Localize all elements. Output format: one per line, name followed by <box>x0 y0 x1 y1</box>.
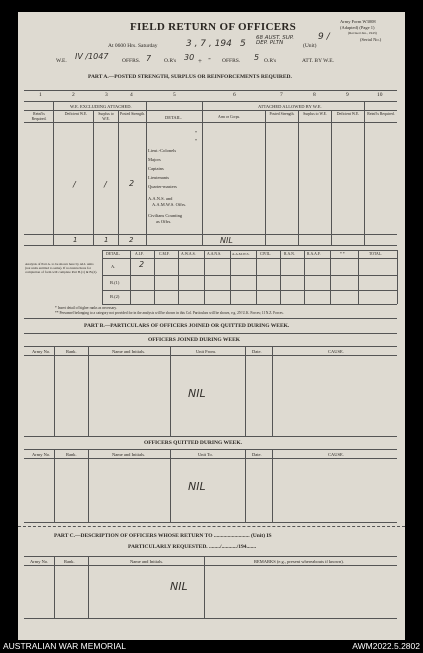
attached-allowed-label: ATTACHED ALLOWED BY W.E. <box>258 104 322 109</box>
hw-nil-joined: NIL <box>188 387 206 400</box>
hw-col4-lieut: 2 <box>129 179 135 188</box>
analysis-row-b1: B.(1) <box>110 280 120 285</box>
hw-analysis-aif: 2 <box>139 260 145 269</box>
offrs-label-1: OFFRS. <box>122 58 141 64</box>
we-prefix: W.E. <box>56 58 67 64</box>
sub-header-reinf-2: Reinf'ts Required. <box>367 112 395 116</box>
quitted-col-unit-to: Unit To. <box>198 452 213 457</box>
c-col-remarks: REMARKS (e.g., present whereabouts if known). <box>254 559 344 564</box>
sub-header-surplus-2: Surplus to W.E. <box>303 112 327 116</box>
col-number-7: 7 <box>280 92 283 98</box>
detail-aans: A.A.N.S. and <box>148 196 173 201</box>
unit-label: (Unit) <box>303 43 317 49</box>
hw-nil-part-c: NIL <box>170 580 188 593</box>
ors-label-1: O.R's <box>164 58 177 64</box>
joined-col-army-no: Army No. <box>32 349 51 354</box>
sub-header-reinf: Reinf'ts Required. <box>31 112 47 121</box>
col-number-8: 8 <box>313 92 316 98</box>
serial-label: (Serial No.) <box>360 37 382 42</box>
hw-offrs: 7 <box>146 54 152 63</box>
hw-we: IV /1047 <box>75 52 109 61</box>
offrs-label-2: OFFRS. <box>222 58 241 64</box>
ors-label-2: O.R's <box>264 58 277 64</box>
col-number-1: 1 <box>39 92 42 98</box>
part-b-title: PART B.—PARTICULARS OF OFFICERS JOINED OR QUITTED DURING WEEK. <box>84 323 290 329</box>
footnote-1: * Insert detail of higher ranks as necessary. <box>55 306 117 310</box>
hw-total-col2: 1 <box>73 236 78 244</box>
sub-header-deficient-2: Deficient W.E. <box>336 112 360 116</box>
detail-as-offrs: as Offrs. <box>156 219 172 224</box>
col-number-9: 9 <box>346 92 349 98</box>
detail-civilians: Civilians Counting <box>148 213 183 218</box>
hw-total-col3: 1 <box>104 236 109 244</box>
form-ref-line2: (Adapted) (Page 1) <box>340 25 375 30</box>
sub-header-deficient: Deficient W.E. <box>64 112 88 116</box>
hw-col3-lieut: / <box>104 180 107 189</box>
joined-col-date: Date. <box>252 349 262 354</box>
form-ref-line1: Army Form W3008 <box>340 19 376 24</box>
sub-header-posted-2: Posted Strength. <box>269 112 295 116</box>
form-paper: Army Form W3008 (Adapted) (Page 1) (Revised Jan., 1943) FIELD RETURN OF OFFICERS 9 / (Serial No.) At 0600 Hrs. Saturday 3 , 7 , 194 5 68 AUST. SUP. DEP. PLTN (Unit) W.E. IV /1047 OFFRS. 7 O.R's 30 + - OFFRS. 5 O.R's ATT. BY W.E. PART A.—POSTED STRENGTH, SURPLUS OR REINFORCEMENTS REQUIRED. 1 2 3 4 5 6 7 8 9 10 W.E. EXCLUDING ATTACHED. ATTACHED ALLOWED BY W.E. Reinf'ts Required. Deficient W.E. Surplus to W.E. Posted Strength. DETAIL. Arm or Corps. Posted Strength. Surplus to W.E. Deficient W.E. Reinf'ts Required. * * Lieut.-Colonels Majors Captains Lieutenants Quarter-masters A.A.N.S. and A.A.M.W.S. Offrs. Civilians Counting as Offrs. / / 2 1 1 2 NIL DETAIL. A.I.F. C.M.F. A.W.A.S. A.A.N.S. A.A.M.W.S. CIVIL. R.A.N. R.A.A.F. * * TOTAL. Analysis of Part A. to be shown here by ALL units (not units entitled to same). If no instructions for completion of form will complete Part B.(1) & B.(2). A. B.(1) B.(2) 2 * Insert detail of higher ranks as necessary. ** Personnel belonging to a category not provided for in the analysis will be shown in this Col. Particulars will be shown, e.g. 2N U.K. Forces; 1I N.Z. Forces. PART B.—PARTICULARS OF OFFICERS JOINED OR QUITTED DURING WEEK. OFFICERS JOINED DURING WEEK Army No. Rank. Name and Initials. Unit From. Date. CAUSE. NIL OFFICERS QUITTED DURING WEEK. Army No. Rank. Name and Initials. Unit To. Date. CAUSE. NIL PART C.—DESCRIPTION OF OFFICERS WHOSE RETURN TO .......................... (Unit) IS PARTICULARLY REQUESTED. ......../.........../194....... Army No. Rank. Name and Initials. REMARKS (e.g., present whereabouts if known). NIL <box>18 12 405 640</box>
hw-unit: 68 AUST. SUP. DEP. PLTN <box>256 35 295 46</box>
hw-nil-quitted: NIL <box>188 480 206 493</box>
analysis-header-aamws: A.A.M.W.S. <box>232 252 250 256</box>
part-c-line2: PARTICULARLY REQUESTED. ......../.........../194....... <box>128 544 257 550</box>
analysis-row-b2: B.(2) <box>110 294 120 299</box>
analysis-header-detail: DETAIL. <box>106 252 121 256</box>
plus-sign: + <box>198 57 202 65</box>
footer-right-id: AWM2022.5.2802 <box>352 641 420 651</box>
we-excluding-label: W.E. EXCLUDING ATTACHED. <box>70 104 132 109</box>
part-c-line1: PART C.—DESCRIPTION OF OFFICERS WHOSE RETURN TO .......................... (Unit) IS <box>54 533 272 539</box>
hw-total-col4: 2 <box>129 236 134 244</box>
part-a-title: PART A.—POSTED STRENGTH, SURPLUS OR REINFORCEMENTS REQUIRED. <box>88 74 292 80</box>
hw-plus-ors: 5 <box>254 53 260 62</box>
hw-plus-offrs: - <box>208 54 211 63</box>
sub-header-arm: Arm or Corps. <box>218 115 241 119</box>
analysis-header-civil: CIVIL. <box>260 252 272 256</box>
joined-col-cause: CAUSE. <box>328 349 344 354</box>
quitted-title: OFFICERS QUITTED DURING WEEK. <box>144 440 242 446</box>
hw-date: 3 , 7 , 194 <box>186 39 232 49</box>
form-ref-line3: (Revised Jan., 1943) <box>348 31 377 35</box>
analysis-header-aans: A.A.N.S. <box>207 252 222 256</box>
footnote-2: ** Personnel belonging to a category not provided for in the analysis will be shown in this Col. Particulars will be shown, e.g. 2N U.K. Forces; 1I N.Z. Forces. <box>55 311 284 315</box>
quitted-col-rank: Rank. <box>66 452 77 457</box>
c-col-army-no: Army No. <box>30 559 49 564</box>
sub-header-surplus: Surplus to W.E. <box>98 112 114 121</box>
att-by-label: ATT. BY W.E. <box>302 58 334 64</box>
quitted-col-date: Date. <box>252 452 262 457</box>
col-number-3: 3 <box>105 92 108 98</box>
analysis-header-total: TOTAL. <box>369 252 383 256</box>
detail-lieut-colonels: Lieut.-Colonels <box>148 148 177 153</box>
quitted-col-name: Name and Initials. <box>112 452 146 457</box>
detail-captains: Captains <box>148 166 164 171</box>
hw-col2-lieut: / <box>73 180 76 189</box>
col-number-4: 4 <box>130 92 133 98</box>
detail-majors: Majors <box>148 157 161 162</box>
detail-quartermasters: Quarter-masters <box>148 184 177 189</box>
detail-aamws: A.A.M.W.S. Offrs. <box>152 202 187 207</box>
col-number-2: 2 <box>72 92 75 98</box>
analysis-header-cmf: C.M.F. <box>159 252 170 256</box>
analysis-header-aif: A.I.F. <box>135 252 144 256</box>
line-at: At 0600 Hrs. Saturday <box>108 43 158 49</box>
joined-col-name: Name and Initials. <box>112 349 146 354</box>
col-number-6: 6 <box>233 92 236 98</box>
quitted-col-cause: CAUSE. <box>328 452 344 457</box>
form-title: FIELD RETURN OF OFFICERS <box>130 21 297 33</box>
col-number-5: 5 <box>173 92 176 98</box>
joined-col-unit-from: Unit From. <box>196 349 217 354</box>
hw-ors: 30 <box>184 53 195 62</box>
analysis-header-raaf: R.A.A.F. <box>307 252 321 256</box>
footer-left-credit: AUSTRALIAN WAR MEMORIAL <box>3 641 126 651</box>
analysis-row-a: A. <box>111 264 116 269</box>
hw-year: 5 <box>240 39 246 49</box>
c-col-rank: Rank. <box>64 559 75 564</box>
sub-header-detail: DETAIL. <box>165 115 183 120</box>
quitted-col-army-no: Army No. <box>32 452 51 457</box>
hw-serial: 9 / <box>318 32 330 42</box>
analysis-header-ran: R.A.N. <box>284 252 295 256</box>
joined-title: OFFICERS JOINED DURING WEEK <box>148 337 241 343</box>
hw-nil-part-a: NIL <box>220 236 233 245</box>
joined-col-rank: Rank. <box>66 349 77 354</box>
analysis-header-awas: A.W.A.S. <box>181 252 196 256</box>
analysis-note: Analysis of Part A. to be shown here by ALL units (not units entitled to same). If no instructions for completion of form will complete Part B.(1) & B.(2). <box>25 262 98 275</box>
analysis-header-other: * * <box>340 252 345 256</box>
c-col-name: Name and Initials. <box>130 559 164 564</box>
sub-header-posted: Posted Strength. <box>120 112 145 116</box>
col-number-10: 10 <box>377 92 383 98</box>
detail-lieutenants: Lieutenants <box>148 175 169 180</box>
